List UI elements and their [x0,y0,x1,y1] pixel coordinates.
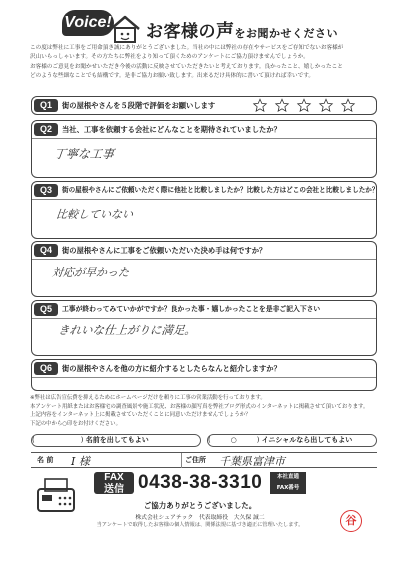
question-text: 街の屋根やさんを５段階で評価をお願いします [62,101,216,110]
star-icon[interactable] [252,98,268,113]
answer-text[interactable]: 比較していない [55,208,134,221]
thanks-message: ご協力ありがとうございました。 [143,501,257,510]
question-text: 当社、工事を依頼する会社にどんなことを期待されていましたか？ [62,125,281,134]
star-icon[interactable] [296,98,312,113]
question-2 [31,120,377,178]
question-text: 工事が終わってみていかがですか？良かった事・嬉しかったことを是非ご記入下さい [62,305,321,313]
question-5 [31,300,377,356]
house-icon [108,14,142,44]
star-icon[interactable] [318,98,334,113]
intro-text: この度は弊社に工事をご用命頂き誠にありがとうございました。当社の中には弊社の存在やサービスをご存知でないお客様が 沢山いらっしゃいます。その方たちに弊社をより知って頂くためのアンケートにご協力頂けませんでしょうか。 お客様のご意見をお聞かせいただき今後の活動に反映させていただきたいと考えております。良かったこと、嬉しかったこと どのような些細なことでも結構です。是非ご協力お願い致します。出来るだけ具体的に書いて頂ければ幸いです。 [30,45,344,79]
initial-mark[interactable]: ○ [230,436,237,444]
fax-section [94,472,314,496]
address-label: ご住所 [185,456,206,464]
option-name-ok[interactable]: ( ) 名前を出してもよい [31,434,201,447]
consent-notes: ※弊社は広告宣伝費を抑えるためにホームページだけを頼りに工事の営業活動を行っております。 本アンケート用紙またはお客様宅の調査風景や施工状況、お客様の顔写真を弊社ブログ形式のインターネットに掲載させて頂いております。 上記内容をインターネット上に掲載させていただくことに同意いただけませんでしょうか？ 下記の中から○印をお付けください。 [30,395,369,427]
consent-options [31,434,377,448]
option-initial-ok[interactable]: ( ○ ) イニシャルなら出してもよい [207,434,377,447]
company-info: 株式会社シェアテック 代表取締役 大久保 誠二 [135,515,265,521]
privacy-note: 当アンケートで取得したお客様の個人情報は、関係法規に基づき適正に管理いたします。 [96,522,304,528]
page-title: お客様の声をお聞かせください [146,21,338,42]
question-number: Q5 [34,303,58,316]
fax-label: FAX 送信 [94,472,134,494]
question-number: Q4 [34,244,58,257]
answer-text[interactable]: 丁寧な工事 [53,147,115,161]
voice-badge: Voice! [62,10,114,36]
question-6 [31,359,377,391]
question-number: Q2 [34,123,58,136]
name-value[interactable]: I 様 [71,455,90,468]
question-1 [31,96,377,115]
question-number: Q3 [34,184,58,197]
question-3 [31,181,377,239]
fax-badge: 本社直通 FAX番号 [270,472,306,494]
address-value[interactable]: 千葉県富津市 [219,455,285,468]
question-number: Q6 [34,362,58,375]
name-label: 名 前 [37,456,54,464]
star-icon[interactable] [274,98,290,113]
seal-stamp: 谷 [340,510,362,532]
answer-text[interactable]: きれいな仕上がりに満足。 [57,323,197,337]
question-text: 街の屋根やさんにご依頼いただく際に他社と比較しましたか？比較した方はどこの会社と比較しましたか？ [62,186,379,194]
star-rating[interactable] [252,98,356,113]
question-text: 街の屋根やさんに工事をご依頼いただいた決め手は何ですか？ [62,246,267,255]
star-icon[interactable] [340,98,356,113]
question-text: 街の屋根やさんを他の方に紹介するとしたらなんと紹介しますか？ [62,364,281,373]
answer-text[interactable]: 対応が早かった [51,266,130,279]
customer-info [31,452,377,468]
question-number: Q1 [34,99,58,112]
question-4 [31,241,377,297]
fax-number[interactable]: 0438-38-3310 [138,472,263,493]
